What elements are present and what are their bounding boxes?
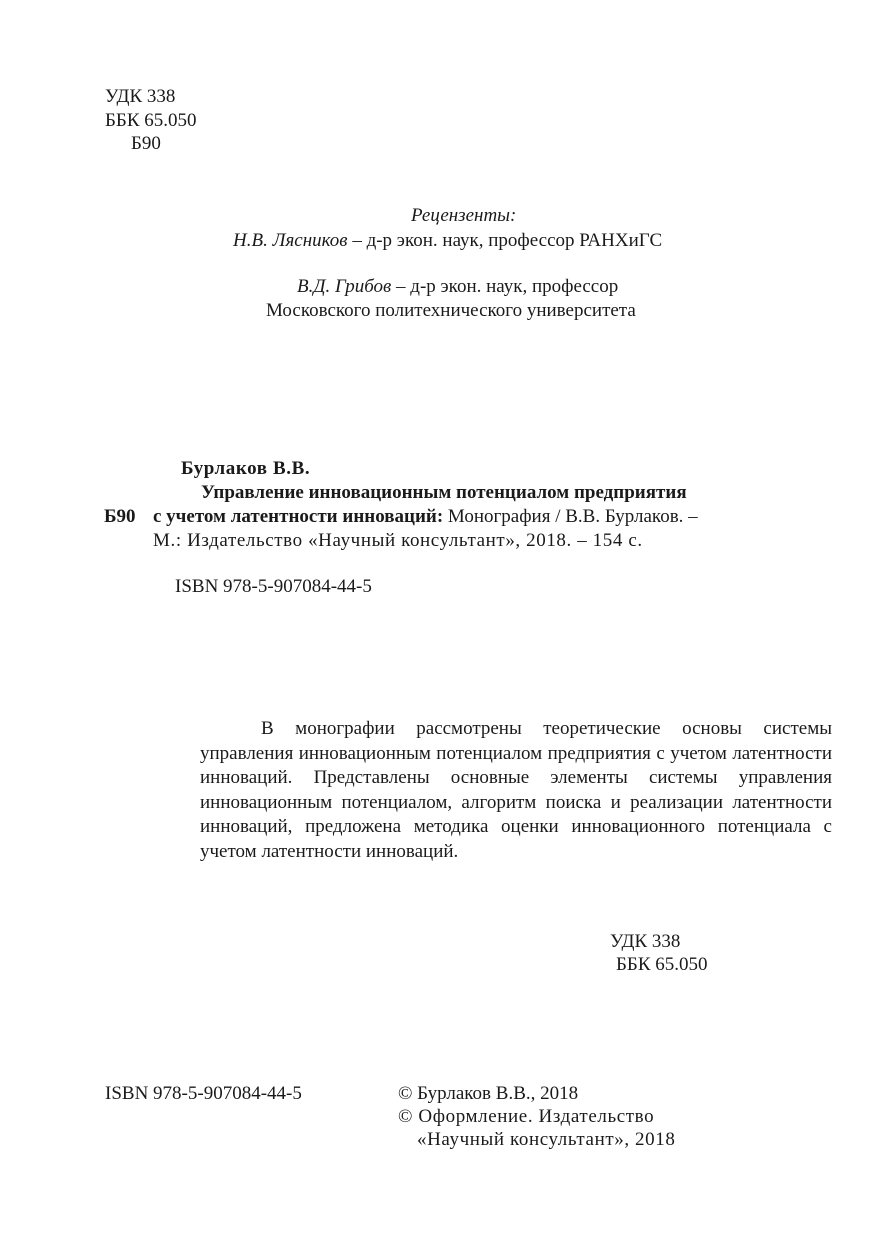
bib-title-line1: Управление инновационным потенциалом предприятия — [201, 482, 687, 503]
reviewer-2-name: В.Д. Грибов — [297, 276, 392, 297]
copyright-author: © Бурлаков В.В., 2018 — [398, 1083, 579, 1104]
bbk-top: ББК 65.050 — [105, 110, 197, 131]
author-mark-top: Б90 — [131, 133, 161, 154]
footer-isbn: ISBN 978-5-907084-44-5 — [105, 1083, 302, 1104]
reviewer-2-org: Московского политехнического университета — [266, 300, 636, 321]
reviewer-1-desc: – д-р экон. наук, профессор РАНХиГС — [347, 230, 663, 251]
reviewer-2-desc: – д-р экон. наук, профессор — [391, 276, 619, 297]
bbk-bottom: ББК 65.050 — [616, 954, 708, 975]
bib-isbn: ISBN 978-5-907084-44-5 — [175, 576, 372, 597]
reviewer-2 — [297, 276, 618, 298]
udk-bottom: УДК 338 — [610, 931, 681, 952]
udk-top: УДК 338 — [105, 86, 176, 107]
reviewers-heading: Рецензенты: — [411, 205, 517, 226]
bib-author: Бурлаков В.В. — [181, 458, 311, 479]
reviewer-1-name: Н.В. Лясников — [233, 230, 348, 251]
abstract — [200, 717, 832, 865]
bib-type: Монография / В.В. Бурлаков. – — [443, 506, 698, 527]
reviewer-1 — [233, 230, 662, 252]
copyright-design: © Оформление. Издательство — [398, 1106, 655, 1127]
bib-title-line2: с учетом латентности инноваций: — [153, 506, 444, 527]
copyright-publisher: «Научный консультант», 2018 — [417, 1129, 676, 1150]
abstract-text: В монографии рассмотрены теоретические основы системы управления инновационным потенциалом предприятия с учетом латентности инноваций. Представлены основные элементы системы управления инновационным потенциалом, алгоритм поиска и реализации латентности инноваций, предложена методика оценки инновационного потенциала с учетом латентности инноваций. — [200, 718, 832, 862]
bib-mark: Б90 — [104, 506, 136, 527]
bib-publisher: М.: Издательство «Научный консультант», 2018. – 154 с. — [153, 530, 643, 551]
bib-title-line2-row — [153, 506, 698, 528]
